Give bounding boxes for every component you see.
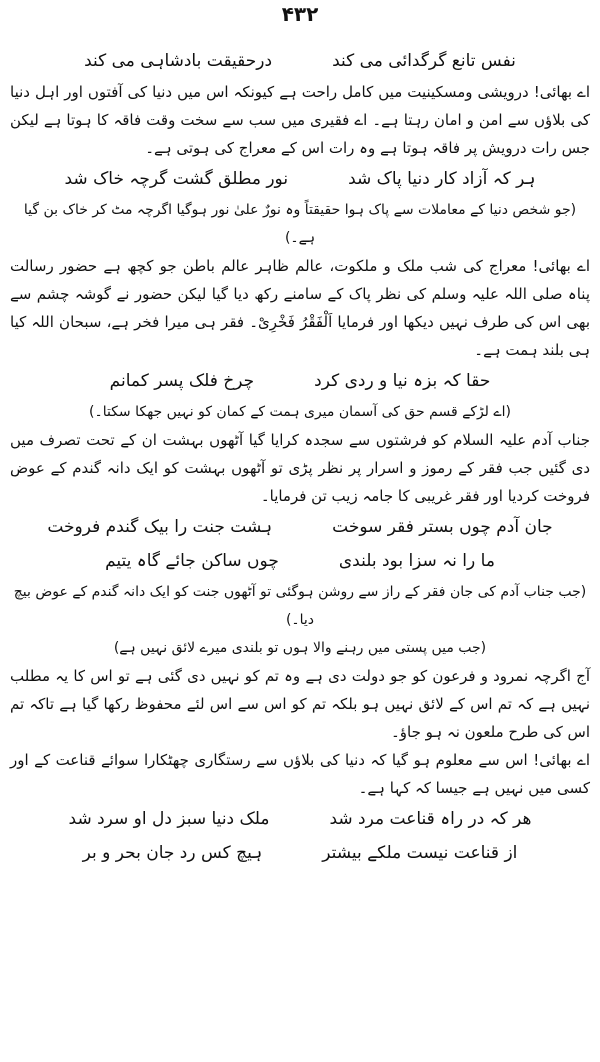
couplet [10,802,590,836]
couplet [10,162,590,196]
hemistich-right: جان آدم چوں بستر فقر سوخت [332,517,553,537]
translation-note: (جو شخص دنیا کے معاملات سے پاک ہوا حقیقتاً وہ نورٌ علیٰ نور ہوگیا اگرچہ مٹ کر خاک بن گیا ہے۔) [23,202,577,246]
hemistich-left: ہشت جنت را بیک گندم فروخت [47,517,273,537]
hemistich-left: ہیچ کس رد جان بحر و بر [82,843,263,863]
paragraph: اے بھائی! معراج کی شب ملک و ملکوت، عالم ظاہر عالم باطن جو کچھ ہے حضور رسالت پناہ صلی اللہ علیہ وسلم کی نظر پاک کے سامنے رکھ دیا گیا لیکن حضور نے گوشہ چشم سے بھی اس کی طرف نہیں دیکھا اور فرمایا اَلْفَقْرُ فَخْرِیْ۔ فقر ہی میرا فخر ہے، سبحان اللہ کیا ہی بلند ہمت ہے۔ [10,257,590,359]
couplet [10,44,590,78]
hemistich-right: حقا کہ بزہ نیا و ردی کرد [314,371,491,391]
couplet [10,544,590,578]
translation-note: (جب جناب آدم کی جان فقر کے راز سے روشن ہوگئی تو آٹھوں جنت کو ایک دانہ گندم کے عوض بیچ دیا۔) [13,584,587,628]
couplet [10,836,590,870]
paragraph: اے بھائی! درویشی ومسکینیت میں کامل راحت ہے کیونکہ اس میں دنیا کی آفتوں اور اہل دنیا کی بلاؤں سے امن و امان رہتا ہے۔ اے فقیری میں سب سے سخت وقت فاقہ کا ہوتا ہے لیکن جس رات درویش پر فاقہ ہوتا ہے وہ رات اس کے معراج کی ہوتی ہے۔ [10,83,590,157]
paragraph: جناب آدم علیہ السلام کو فرشتوں سے سجدہ کرایا گیا آٹھوں بہشت ان کے تحت تصرف میں دی گئیں جب فقر کے رموز و اسرار پر نظر پڑی تو آٹھوں بہشت کو ایک دانہ گندم کے عوض فروخت کردیا اور فقر غریبی کا جامہ زیب تن فرمایا۔ [10,431,590,505]
hemistich-left: ملک دنیا سبز دل او سرد شد [68,809,270,829]
translation-note: (جب میں پستی میں رہنے والا ہوں تو بلندی میرے لائق نہیں ہے) [113,640,487,656]
paragraph: آج اگرچہ نمرود و فرعون کو جو دولت دی ہے وہ تم کو نہیں دی گئی ہے تو اس کا یہ مطلب نہیں ہے کہ تم اس کے لائق نہیں ہو بلکہ تم کو اس سے اس لئے محفوظ رکھا گیا ہے تاکہ تم اس کی طرح ملعون نہ ہو جاؤ۔ [10,667,590,741]
hemistich-left: نور مطلق گشت گرچہ خاک شد [64,169,289,189]
hemistich-left: چوں ساکن جائے گاہ یتیم [105,551,279,571]
hemistich-left: چرخ فلک پسر کمانم [109,371,255,391]
hemistich-right: نفس تانع گرگدائی می کند [332,51,516,71]
page-number: ۴۳۲ [281,2,319,26]
translation-note: (اے لڑکے قسم حق کی آسمان میری ہمت کے کمان کو نہیں جھکا سکتا۔) [89,404,511,420]
hemistich-right: از قناعت نیست ملکے بیشتر [322,843,518,863]
hemistich-right: ہر کہ آزاد کار دنیا پاک شد [348,169,536,189]
couplet [10,510,590,544]
hemistich-right: ھر کہ در راہ قناعت مرد شد [329,809,532,829]
page-body [10,44,590,870]
hemistich-right: ما را نہ سزا بود بلندی [338,551,495,571]
hemistich-left: درحقیقت بادشاہی می کند [84,51,273,71]
couplet [10,364,590,398]
paragraph: اے بھائی! اس سے معلوم ہو گیا کہ دنیا کی بلاؤں سے رستگاری چھٹکارا سوائے قناعت کے اور کسی میں نہیں ہے جیسا کہ کہا ہے۔ [10,751,590,797]
